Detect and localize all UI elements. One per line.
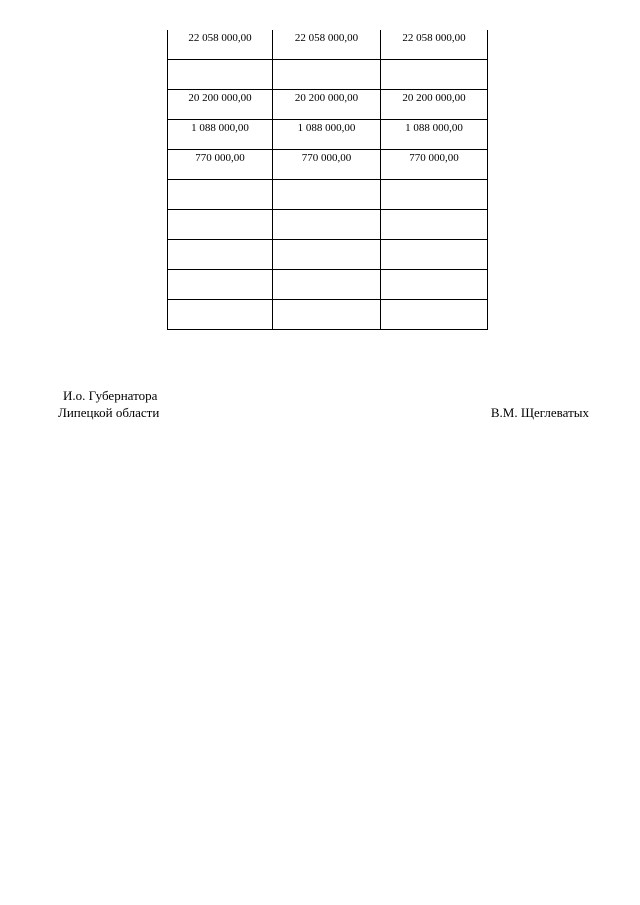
table-cell (273, 90, 381, 120)
table-cell (381, 240, 488, 270)
cell-value (273, 270, 380, 272)
table-cell (168, 90, 273, 120)
table-cell (168, 150, 273, 180)
table-cell (381, 120, 488, 150)
cell-value (273, 60, 380, 62)
table-row (168, 90, 488, 120)
cell-value (381, 180, 487, 182)
signatory-name: В.М. Щеглеватых (490, 405, 589, 420)
cell-value: 1 088 000,00 (191, 122, 249, 134)
cell-value (168, 270, 272, 272)
table-cell (168, 210, 273, 240)
cell-value: 770 000,00 (195, 152, 245, 164)
table-cell (381, 180, 488, 210)
table-cell (273, 120, 381, 150)
cell-value (168, 240, 272, 242)
signatory-region: Липецкой области (58, 405, 160, 420)
table-row (168, 240, 488, 270)
table-cell (273, 300, 381, 330)
cell-value (273, 180, 380, 182)
table-row (168, 210, 488, 240)
cell-value: 20 200 000,00 (294, 92, 359, 104)
table-cell (168, 60, 273, 90)
cell-value (381, 210, 487, 212)
cell-value (168, 300, 272, 302)
cell-value (168, 180, 272, 182)
table-cell (273, 150, 381, 180)
table-cell (168, 30, 273, 60)
table-row (168, 300, 488, 330)
cell-value: 22 058 000,00 (294, 32, 359, 44)
cell-value (168, 60, 272, 62)
table-row (168, 120, 488, 150)
table-cell (168, 240, 273, 270)
cell-value (381, 300, 487, 302)
cell-value (273, 210, 380, 212)
table-cell (273, 240, 381, 270)
signatory-position (58, 387, 159, 421)
budget-table (167, 30, 488, 330)
table-cell (273, 270, 381, 300)
cell-value: 20 200 000,00 (402, 92, 466, 104)
table-cell (273, 210, 381, 240)
signatory-title: И.о. Губернатора (63, 388, 158, 403)
table-row (168, 180, 488, 210)
table-cell (168, 270, 273, 300)
table-cell (381, 150, 488, 180)
table-cell (273, 60, 381, 90)
cell-value: 22 058 000,00 (188, 32, 252, 44)
cell-value: 770 000,00 (409, 152, 459, 164)
table-row (168, 30, 488, 60)
table-cell (381, 30, 488, 60)
table-cell (168, 180, 273, 210)
cell-value (273, 240, 380, 242)
table-cell (273, 30, 381, 60)
table-cell (168, 300, 273, 330)
table-row (168, 270, 488, 300)
table-cell (381, 60, 488, 90)
table-row (168, 60, 488, 90)
cell-value: 22 058 000,00 (402, 32, 466, 44)
cell-value: 1 088 000,00 (297, 122, 356, 134)
cell-value (273, 300, 380, 302)
cell-value (168, 210, 272, 212)
cell-value: 1 088 000,00 (405, 122, 463, 134)
cell-value: 20 200 000,00 (188, 92, 252, 104)
table-cell (381, 270, 488, 300)
table-cell (168, 120, 273, 150)
table-row (168, 150, 488, 180)
table-cell (273, 180, 381, 210)
cell-value (381, 270, 487, 272)
table-cell (381, 210, 488, 240)
cell-value (381, 240, 487, 242)
cell-value: 770 000,00 (301, 152, 352, 164)
cell-value (381, 60, 487, 62)
table-cell (381, 90, 488, 120)
table-cell (381, 300, 488, 330)
